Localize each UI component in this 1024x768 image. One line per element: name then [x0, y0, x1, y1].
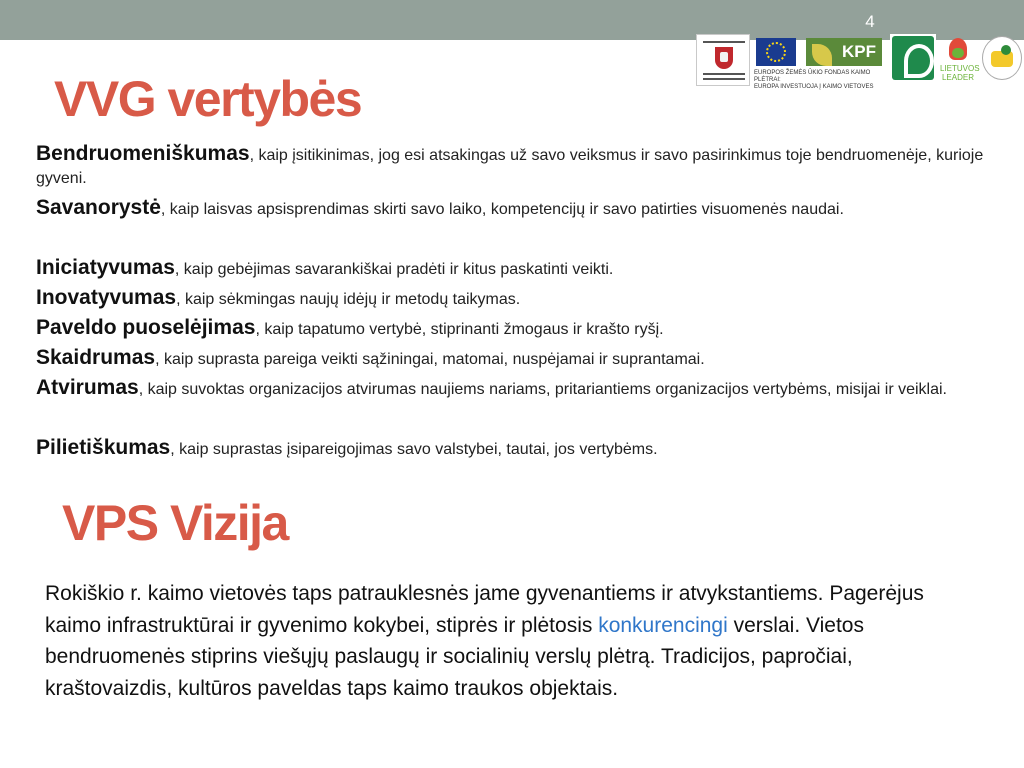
- sponsor-logos: [696, 34, 1024, 90]
- value-description: , kaip sėkmingas naujų idėjų ir metodų taikymas.: [176, 291, 521, 308]
- vision-title: VPS Vizija: [62, 495, 288, 551]
- kpf-label: KPF: [842, 42, 876, 61]
- vision-text-part1: Rokiškio r. kaimo vietovės taps patrauklesnės jame gyvenantiems ir atvykstantiems. Pagerėjus kaimo infrastruktūrai ir gyvenimo kokybei, stiprės ir plėtosis: [45, 582, 924, 637]
- value-description: , kaip tapatumo vertybė, stiprinanti žmogaus ir krašto ryšį.: [255, 321, 664, 338]
- value-item: [36, 316, 996, 346]
- value-item: [36, 346, 996, 376]
- value-term: Savanorystė: [36, 196, 161, 219]
- lithuania-coat-of-arms-icon: [715, 47, 733, 69]
- leader-logo: [890, 34, 936, 86]
- value-item: [36, 142, 996, 196]
- kpf-badge: [806, 38, 882, 66]
- value-term: Bendruomeniškumas: [36, 142, 250, 165]
- value-item: [36, 436, 996, 461]
- slide-number: 4: [865, 12, 875, 31]
- lietuvos-leader-mark-icon: [949, 38, 967, 60]
- logo-text-line: [703, 78, 745, 80]
- value-description: , kaip suprastas įsipareigojimas savo valstybei, tautai, jos vertybėms.: [170, 441, 658, 458]
- project-supported-by-lithuania-logo: [696, 34, 750, 86]
- eu-fund-caption-line1: EUROPOS ŽEMĖS ŪKIO FONDAS KAIMO PLĖTRAI:: [754, 70, 871, 83]
- lietuvos-leader-logo: [940, 34, 980, 86]
- value-description: , kaip laisvas apsisprendimas skirti savo laiko, kompetencijų ir savo patirties visuomenės naudai.: [160, 201, 844, 218]
- value-term: Skaidrumas: [36, 346, 156, 369]
- values-list: [36, 142, 996, 461]
- values-title: VVG vertybės: [54, 71, 362, 127]
- value-description: , kaip suvoktas organizacijos atvirumas naujiems nariams, pritariantiems organizacijos vertybėms, misijai ir veiklai.: [138, 381, 947, 398]
- value-item: [36, 376, 996, 436]
- value-term: Atvirumas: [36, 376, 139, 399]
- eu-flag-icon: [756, 38, 796, 66]
- value-item: [36, 196, 996, 256]
- lietuvos-leader-label: LIETUVOS LEADER: [940, 64, 980, 82]
- vision-highlight-word: konkurencingi: [598, 613, 728, 637]
- eu-fund-caption-line2: EUROPA INVESTUOJA Į KAIMO VIETOVES: [754, 84, 874, 90]
- leader-leaf-icon: [892, 36, 934, 80]
- logo-text-line: [703, 41, 745, 43]
- value-term: Paveldo puoselėjimas: [36, 316, 256, 339]
- value-term: Iniciatyvumas: [36, 256, 175, 279]
- logo-text-line: [703, 73, 745, 75]
- vision-paragraph: [45, 578, 945, 704]
- rvg-emblem-icon: [982, 36, 1022, 80]
- value-term: Pilietiškumas: [36, 436, 171, 459]
- value-description: , kaip įsitikinimas, jog esi atsakingas už savo veiksmus ir savo pasirinkimus toje bendruomenėje, kurioje gyveni.: [36, 147, 984, 187]
- value-item: [36, 256, 996, 286]
- value-description: , kaip gebėjimas savarankiškai pradėti ir kitus paskatinti veikti.: [174, 261, 614, 278]
- value-item: [36, 286, 996, 316]
- eu-fund-caption: [754, 70, 884, 91]
- value-description: , kaip suprasta pareiga veikti sąžiningai, matomai, nuspėjamai ir suprantamai.: [155, 351, 705, 368]
- rokiskio-vvg-logo: [980, 34, 1024, 86]
- vision-text-part2: verslai. Vietos bendruomenės stiprins viešųjų paslaugų ir socialinių verslų plėtrą. Tradicijos, papročiai, kraštovaizdis, kultūros paveldas taps kaimo traukos objektais.: [45, 613, 864, 700]
- wheat-leaf-icon: [812, 44, 832, 66]
- value-term: Inovatyvumas: [36, 286, 177, 309]
